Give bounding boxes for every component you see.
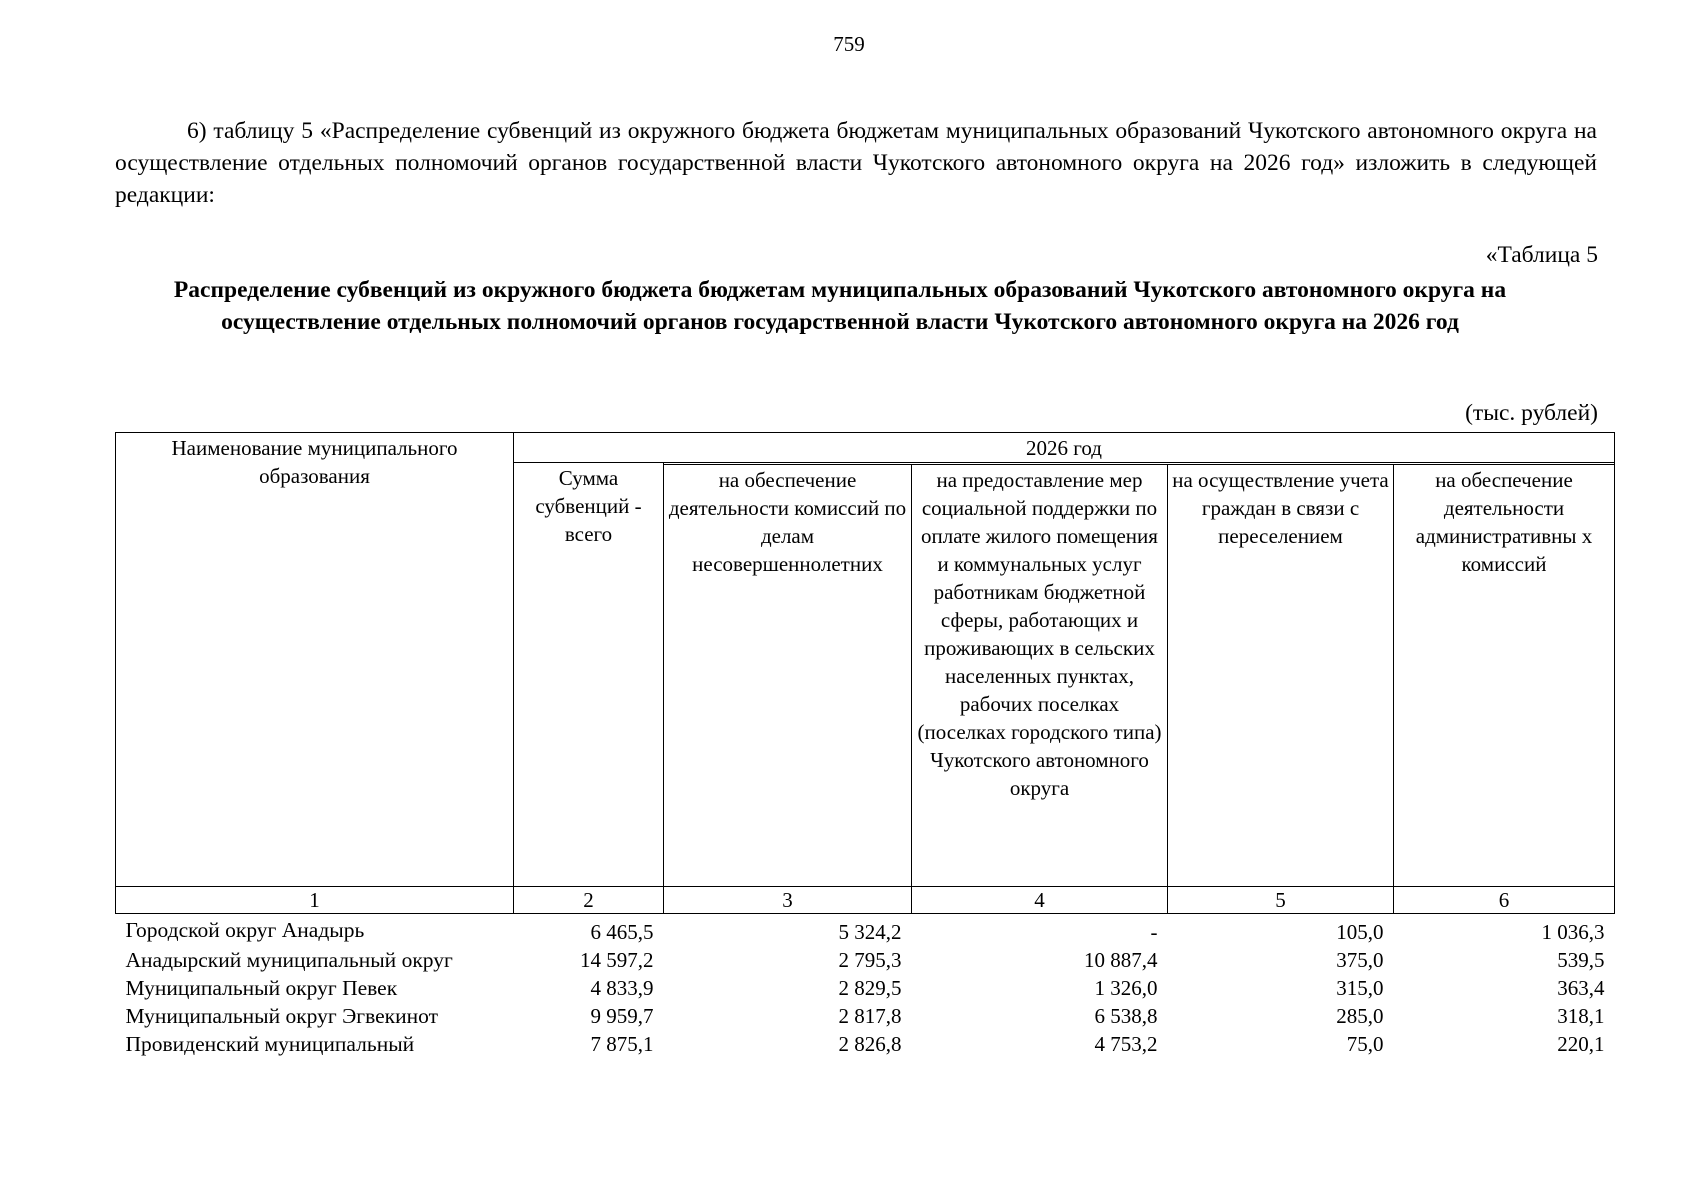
admin-commissions-value: 318,1 [1557,1004,1605,1028]
resettlement-value: 375,0 [1336,948,1384,972]
table-row [116,974,1615,1002]
header-year: 2026 год [514,433,1615,463]
column-number-row [116,887,1615,914]
table-row [116,1002,1615,1030]
header-municipality-name: Наименование муниципального образования [116,433,514,887]
admin-commissions-value: 363,4 [1557,976,1605,1000]
header-social-support: на предоставление мер социальной поддержки по оплате жилого помещения и коммунальных услуг работникам бюджетной сферы, работающих и проживающих в сельских населенных пунктах, рабочих поселках (поселках городского типа) Чукотского автономного округа [912,465,1168,887]
social-support-value: 10 887,4 [1084,948,1158,972]
subventions-table [115,432,1615,1058]
social-support-value: 1 326,0 [1094,976,1158,1000]
total-value: 4 833,9 [590,976,654,1000]
commissions-minors-value: 2 829,5 [838,976,902,1000]
header-total: Сумма субвенций - всего [514,463,664,887]
social-support-value: - [1150,920,1158,944]
header-commissions-minors: на обеспечение деятельности комиссий по делам несовершеннолетних [664,465,912,887]
admin-commissions-value: 220,1 [1557,1032,1605,1056]
commissions-minors-value: 2 817,8 [838,1004,902,1028]
admin-commissions-value: 539,5 [1557,948,1605,972]
municipality-name: Городской округ Анадырь [125,918,365,942]
table-row [116,914,1615,947]
municipality-name: Анадырский муниципальный округ [125,948,453,972]
header-admin-commissions: на обеспечение деятельности административны х комиссий [1394,465,1615,887]
table-row [116,1030,1615,1058]
resettlement-value: 315,0 [1336,976,1384,1000]
total-value: 14 597,2 [580,948,654,972]
resettlement-value: 285,0 [1336,1004,1384,1028]
column-number: 2 [514,887,664,914]
commissions-minors-value: 5 324,2 [838,920,902,944]
column-number: 3 [664,887,912,914]
table-title: Распределение субвенций из окружного бюджета бюджетам муниципальных образований Чукотского автономного округа на осуществление отдельных полномочий органов государственной власти Чукотского автономного округа на 2026 год [173,277,1507,335]
column-number: 5 [1168,887,1394,914]
column-number: 4 [912,887,1168,914]
resettlement-value: 105,0 [1336,920,1384,944]
column-number: 1 [116,887,514,914]
social-support-value: 4 753,2 [1094,1032,1158,1056]
total-value: 6 465,5 [590,920,654,944]
commissions-minors-value: 2 795,3 [838,948,902,972]
municipality-name: Муниципальный округ Певек [125,976,398,1000]
municipality-name: Провиденский муниципальный [125,1032,415,1056]
page-number: 759 [833,32,865,56]
total-value: 9 959,7 [590,1004,654,1028]
header-resettlement: на осуществление учета граждан в связи с переселением [1168,465,1394,887]
column-number: 6 [1394,887,1615,914]
table-label: «Таблица 5 [1485,242,1598,268]
total-value: 7 875,1 [590,1032,654,1056]
municipality-name: Муниципальный округ Эгвекинот [125,1004,438,1028]
admin-commissions-value: 1 036,3 [1541,920,1605,944]
intro-paragraph: 6) таблицу 5 «Распределение субвенций из окружного бюджета бюджетам муниципальных образований Чукотского автономного округа на осуществление отдельных полномочий органов государственной власти Чукотского автономного округа на 2026 год» изложить в следующей редакции: [115,118,1597,208]
units-label: (тыс. рублей) [1465,400,1598,426]
social-support-value: 6 538,8 [1094,1004,1158,1028]
resettlement-value: 75,0 [1346,1032,1384,1056]
table-row [116,946,1615,974]
commissions-minors-value: 2 826,8 [838,1032,902,1056]
